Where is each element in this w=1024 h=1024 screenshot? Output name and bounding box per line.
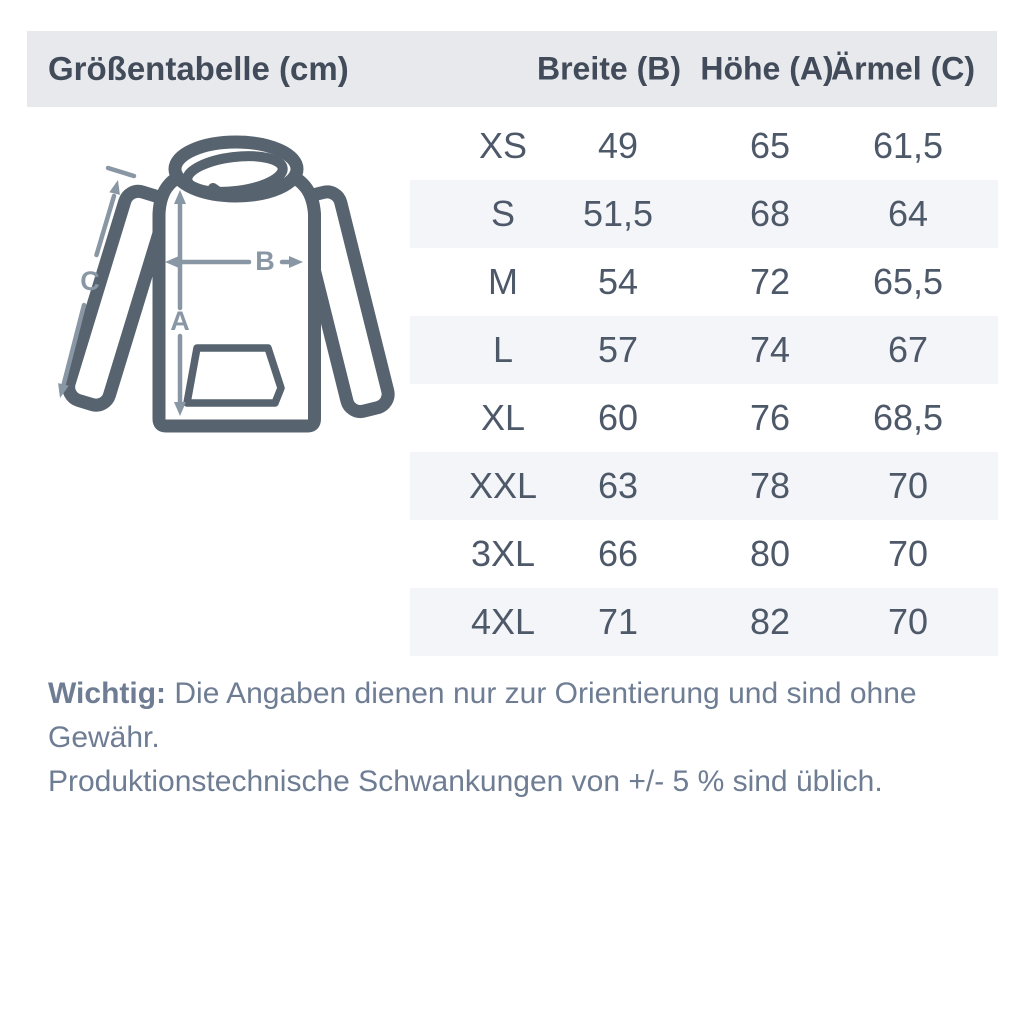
cell-breite: 49: [597, 125, 639, 166]
cell-hoehe: 68: [749, 193, 791, 234]
column-header-hoehe: Höhe (A): [700, 50, 834, 87]
cell-breite: 57: [597, 329, 639, 370]
hoodie-pocket: [187, 348, 281, 403]
disclaimer-text-1: Die Angaben dienen nur zur Orientierung und sind ohne Gewähr.: [48, 677, 917, 754]
cell-aermel: 70: [887, 465, 929, 506]
table-row: [410, 452, 998, 520]
cell-breite: 66: [597, 533, 639, 574]
cell-size: XS: [478, 125, 528, 166]
disclaimer-line-2: Produktionstechnische Schwankungen von +/- 5 % sind üblich.: [48, 765, 883, 798]
table-row: [410, 384, 998, 452]
cell-hoehe: 80: [749, 533, 791, 574]
table-row: [410, 520, 998, 588]
cell-aermel: 70: [887, 601, 929, 642]
cell-hoehe: 82: [749, 601, 791, 642]
column-header-aermel: Ärmel (C): [830, 50, 976, 87]
disclaimer-line-1: [48, 672, 988, 760]
cell-hoehe: 74: [749, 329, 791, 370]
cell-size: XL: [480, 397, 526, 438]
cell-size: XXL: [468, 465, 538, 506]
cell-aermel: 67: [887, 329, 929, 370]
cell-aermel: 61,5: [872, 125, 944, 166]
cell-hoehe: 72: [749, 261, 791, 302]
cell-size: M: [488, 261, 518, 302]
cell-breite: 63: [597, 465, 639, 506]
table-row: [410, 112, 998, 180]
table-header-bar: [27, 31, 997, 107]
cell-breite: 60: [597, 397, 639, 438]
disclaimer-bold: Wichtig:: [48, 677, 167, 710]
cell-breite: 54: [597, 261, 639, 302]
cell-aermel: 70: [887, 533, 929, 574]
column-header-breite: Breite (B): [536, 50, 682, 87]
cell-aermel: 68,5: [872, 397, 944, 438]
cell-size: S: [490, 193, 516, 234]
table-row: [410, 588, 998, 656]
page-title: Größentabelle (cm): [48, 50, 349, 87]
label-a: A: [170, 306, 190, 336]
cell-hoehe: 78: [749, 465, 791, 506]
table-row: [410, 316, 998, 384]
table-row: [410, 248, 998, 316]
cell-hoehe: 65: [749, 125, 791, 166]
disclaimer: [48, 672, 988, 804]
cell-size: L: [492, 329, 514, 370]
label-b: B: [255, 246, 275, 276]
hoodie-measurement-diagram: [30, 118, 430, 458]
cell-size: 3XL: [470, 533, 536, 574]
cell-aermel: 64: [887, 193, 929, 234]
hoodie-outline: [65, 142, 391, 426]
cell-aermel: 65,5: [872, 261, 944, 302]
cell-breite: 51,5: [582, 193, 654, 234]
cell-size: 4XL: [470, 601, 536, 642]
label-c: C: [80, 266, 100, 296]
table-row: [410, 180, 998, 248]
cell-hoehe: 76: [749, 397, 791, 438]
size-table: [410, 112, 998, 656]
cell-breite: 71: [597, 601, 639, 642]
